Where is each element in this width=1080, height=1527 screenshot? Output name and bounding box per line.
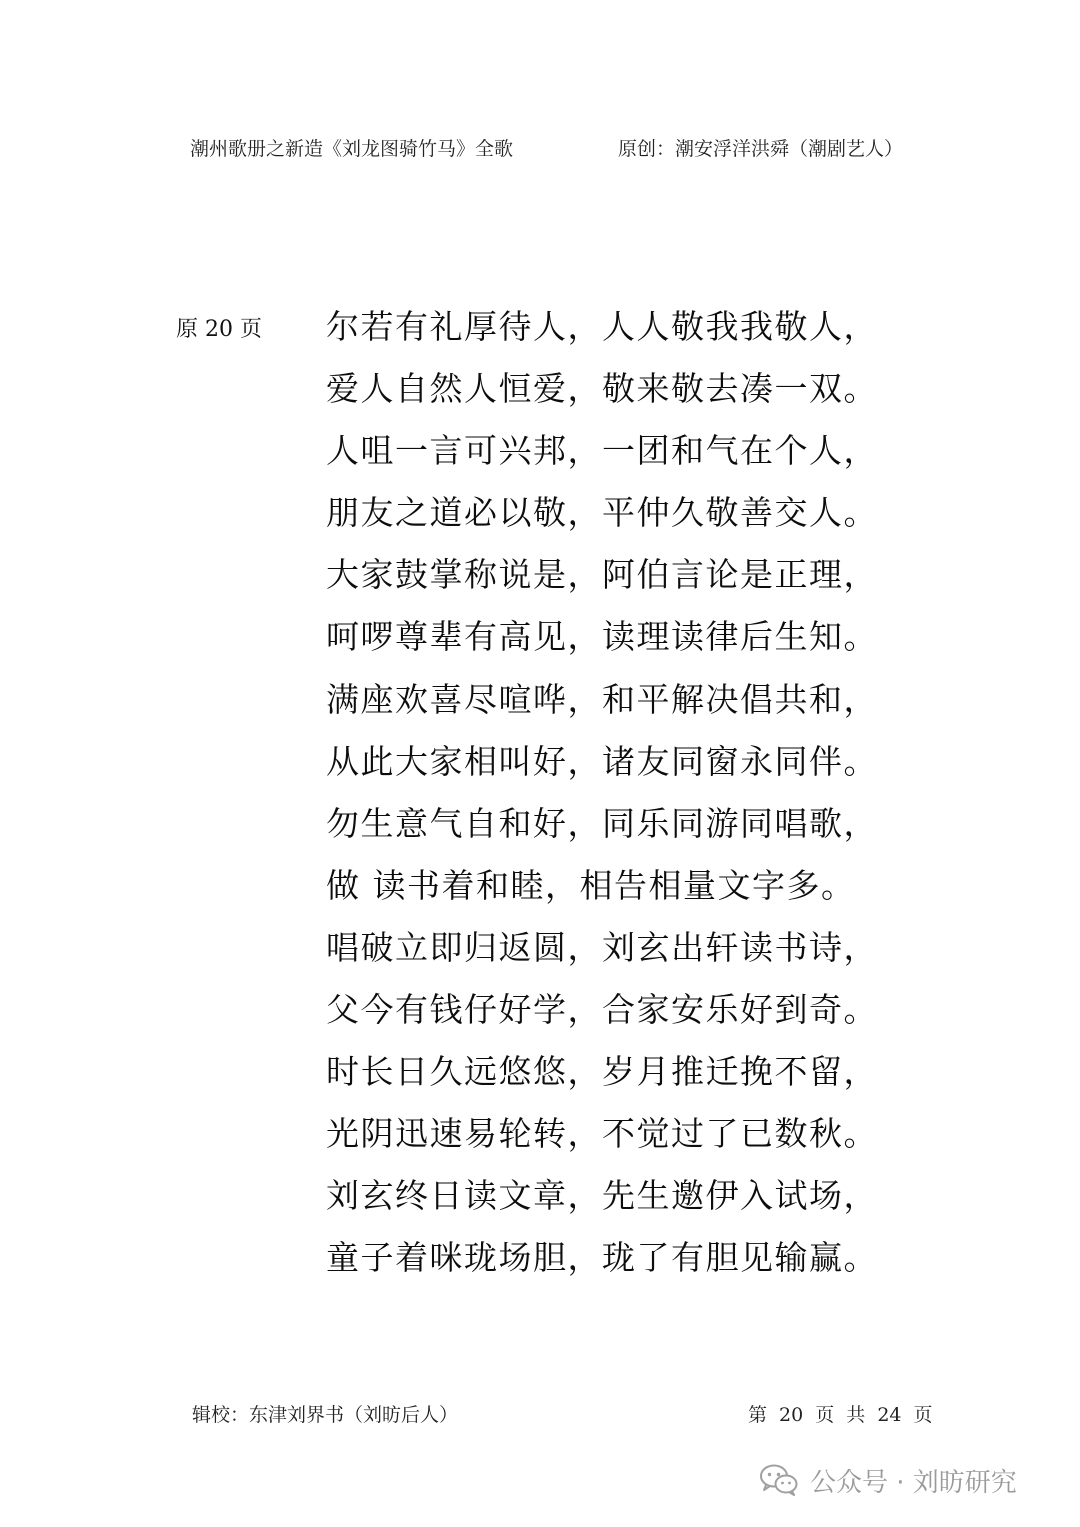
verse-line: 爱人自然人恒爱，敬来敬去凑一双。 bbox=[326, 369, 878, 409]
verse-text bbox=[326, 296, 926, 1290]
verse-line: 朋友之道必以敬，平仲久敬善交人。 bbox=[326, 493, 878, 533]
verse-line: 时长日久远悠悠，岁月推迁挽不留， bbox=[326, 1052, 878, 1092]
original-page-marker: 原 20 页 bbox=[176, 317, 262, 342]
verse-line: 童子着咪珑场胆，珑了有胆见输赢。 bbox=[326, 1238, 878, 1278]
verse-line: 光阴迅速易轮转，不觉过了已数秋。 bbox=[326, 1114, 878, 1154]
footer-editor: 辑校：东津刘界书（刘昉后人） bbox=[192, 1404, 459, 1426]
verse-line: 呵啰尊辈有高见，读理读律后生知。 bbox=[326, 617, 878, 657]
verse-line: 尔若有礼厚待人，人人敬我我敬人， bbox=[326, 307, 878, 346]
verse-line: 父今有钱仔好学，合家安乐好到奇。 bbox=[326, 990, 878, 1030]
watermark bbox=[760, 1460, 1017, 1500]
verse-line: 唱破立即归返圆，刘玄出轩读书诗， bbox=[326, 927, 878, 967]
watermark-text: 公众号 · 刘昉研究 bbox=[810, 1467, 1017, 1498]
page-footer bbox=[0, 1400, 1080, 1430]
verse-line: 人咀一言可兴邦，一团和气在个人， bbox=[326, 431, 878, 471]
page-header bbox=[0, 134, 1080, 164]
header-title: 潮州歌册之新造《刘龙图骑竹马》全歌 bbox=[190, 138, 514, 160]
verse-line: 做 读书着和睦，相告相量文字多。 bbox=[326, 865, 856, 905]
header-author: 原创：潮安浮洋洪舜（潮剧艺人） bbox=[618, 138, 904, 160]
footer-page-number: 第 20 页 共 24 页 bbox=[748, 1404, 933, 1426]
verse-line: 刘玄终日读文章，先生邀伊入试场， bbox=[326, 1176, 878, 1216]
verse-line: 大家鼓掌称说是，阿伯言论是正理， bbox=[326, 555, 878, 595]
verse-line: 勿生意气自和好，同乐同游同唱歌， bbox=[326, 803, 878, 843]
verse-line: 从此大家相叫好，诸友同窗永同伴。 bbox=[326, 741, 878, 781]
wechat-icon bbox=[760, 1464, 798, 1496]
verse-line: 满座欢喜尽喧哗，和平解决倡共和， bbox=[326, 679, 878, 719]
